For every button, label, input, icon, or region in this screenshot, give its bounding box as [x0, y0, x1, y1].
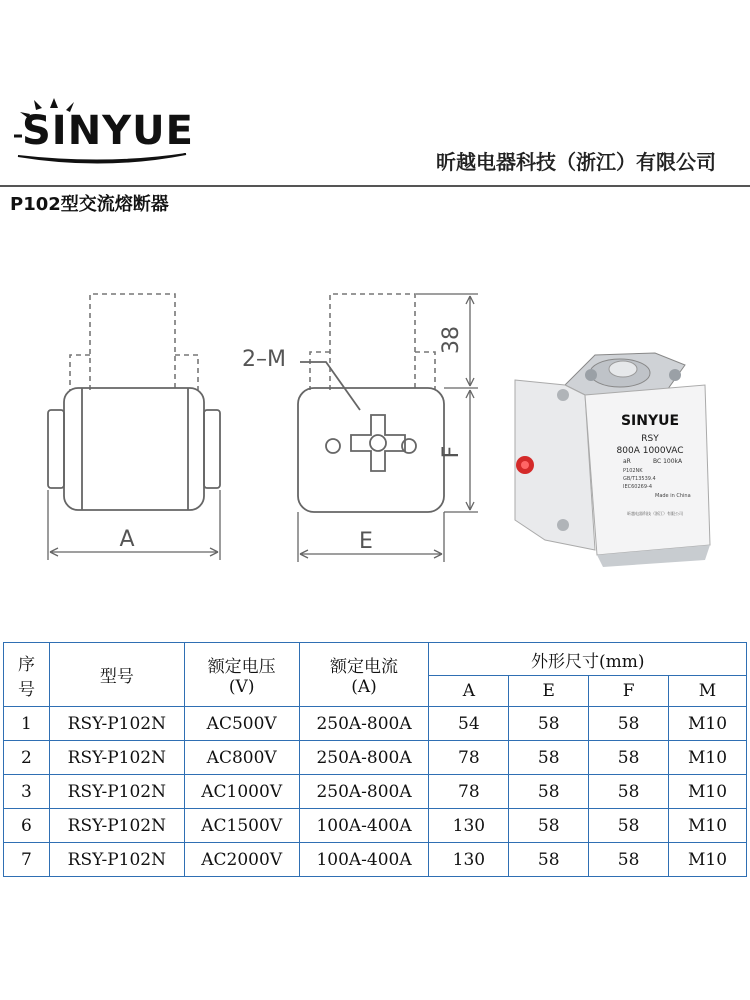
- header-dimensions: 外形尺寸(mm): [429, 643, 747, 676]
- header-divider: [0, 185, 750, 187]
- brand-logo: [14, 96, 204, 176]
- cell-voltage: AC1000V: [184, 775, 299, 809]
- cell-e: 58: [509, 741, 589, 775]
- dimension-label-e: E: [359, 529, 373, 554]
- cell-m: M10: [669, 775, 747, 809]
- cell-f: 58: [589, 741, 669, 775]
- cell-current: 250A-800A: [299, 775, 429, 809]
- cell-model: RSY-P102N: [49, 707, 184, 741]
- cell-a: 54: [429, 707, 509, 741]
- dimension-label-38: 38: [439, 326, 464, 354]
- cell-seq: 3: [4, 775, 50, 809]
- cell-a: 78: [429, 775, 509, 809]
- header-model: 型号: [49, 643, 184, 707]
- cell-current: 100A-400A: [299, 843, 429, 877]
- photo-brand-label: SINYUE: [620, 413, 680, 429]
- cell-model: RSY-P102N: [49, 843, 184, 877]
- photo-label-line2: 800A 1000VAC: [616, 446, 684, 456]
- table-row: [4, 843, 747, 877]
- product-title: P102型交流熔断器: [10, 194, 169, 215]
- cell-f: 58: [589, 775, 669, 809]
- cell-seq: 1: [4, 707, 50, 741]
- cell-m: M10: [669, 741, 747, 775]
- cell-model: RSY-P102N: [49, 809, 184, 843]
- header-a: A: [429, 676, 509, 707]
- header-m: M: [669, 676, 747, 707]
- cell-a: 130: [429, 809, 509, 843]
- header-current: 额定电流 (A): [299, 643, 429, 707]
- cell-e: 58: [509, 775, 589, 809]
- cell-m: M10: [669, 843, 747, 877]
- photo-label-line9: 昕越电器科技（浙江）有限公司: [627, 511, 683, 516]
- photo-label-line8: Made in China: [655, 493, 691, 499]
- cell-f: 58: [589, 707, 669, 741]
- photo-label-line4: BC 100kA: [653, 458, 683, 465]
- cell-current: 250A-800A: [299, 707, 429, 741]
- photo-label-line5: P102NK: [623, 468, 643, 474]
- logo-text: SINYUE: [22, 108, 194, 154]
- spec-table: [3, 642, 747, 877]
- cell-e: 58: [509, 843, 589, 877]
- cell-seq: 7: [4, 843, 50, 877]
- table-row: [4, 775, 747, 809]
- cell-voltage: AC800V: [184, 741, 299, 775]
- header-voltage: 额定电压 (V): [184, 643, 299, 707]
- photo-label-line7: IEC60269-4: [623, 484, 653, 490]
- cell-current: 100A-400A: [299, 809, 429, 843]
- cell-model: RSY-P102N: [49, 775, 184, 809]
- company-name: 昕越电器科技（浙江）有限公司: [436, 150, 716, 174]
- table-row: [4, 809, 747, 843]
- dimension-label-f: F: [439, 445, 464, 459]
- dimension-label-a: A: [119, 527, 135, 552]
- fuse-product-photo: [505, 345, 720, 570]
- header-seq: 序 号: [4, 643, 50, 707]
- cell-seq: 2: [4, 741, 50, 775]
- table-row: [4, 741, 747, 775]
- cell-current: 250A-800A: [299, 741, 429, 775]
- cell-e: 58: [509, 809, 589, 843]
- cell-f: 58: [589, 809, 669, 843]
- cell-model: RSY-P102N: [49, 741, 184, 775]
- photo-label-line6: GB/T13539.4: [623, 476, 656, 482]
- header-e: E: [509, 676, 589, 707]
- cell-m: M10: [669, 707, 747, 741]
- dimension-drawing: [30, 270, 500, 580]
- cell-seq: 6: [4, 809, 50, 843]
- cell-a: 130: [429, 843, 509, 877]
- thread-label-2m: 2–M: [242, 347, 286, 372]
- table-row: [4, 707, 747, 741]
- photo-label-line3: aR: [623, 458, 631, 465]
- cell-a: 78: [429, 741, 509, 775]
- cell-e: 58: [509, 707, 589, 741]
- cell-voltage: AC2000V: [184, 843, 299, 877]
- cell-f: 58: [589, 843, 669, 877]
- header-f: F: [589, 676, 669, 707]
- cell-voltage: AC500V: [184, 707, 299, 741]
- cell-voltage: AC1500V: [184, 809, 299, 843]
- cell-m: M10: [669, 809, 747, 843]
- photo-label-line1: RSY: [641, 434, 659, 444]
